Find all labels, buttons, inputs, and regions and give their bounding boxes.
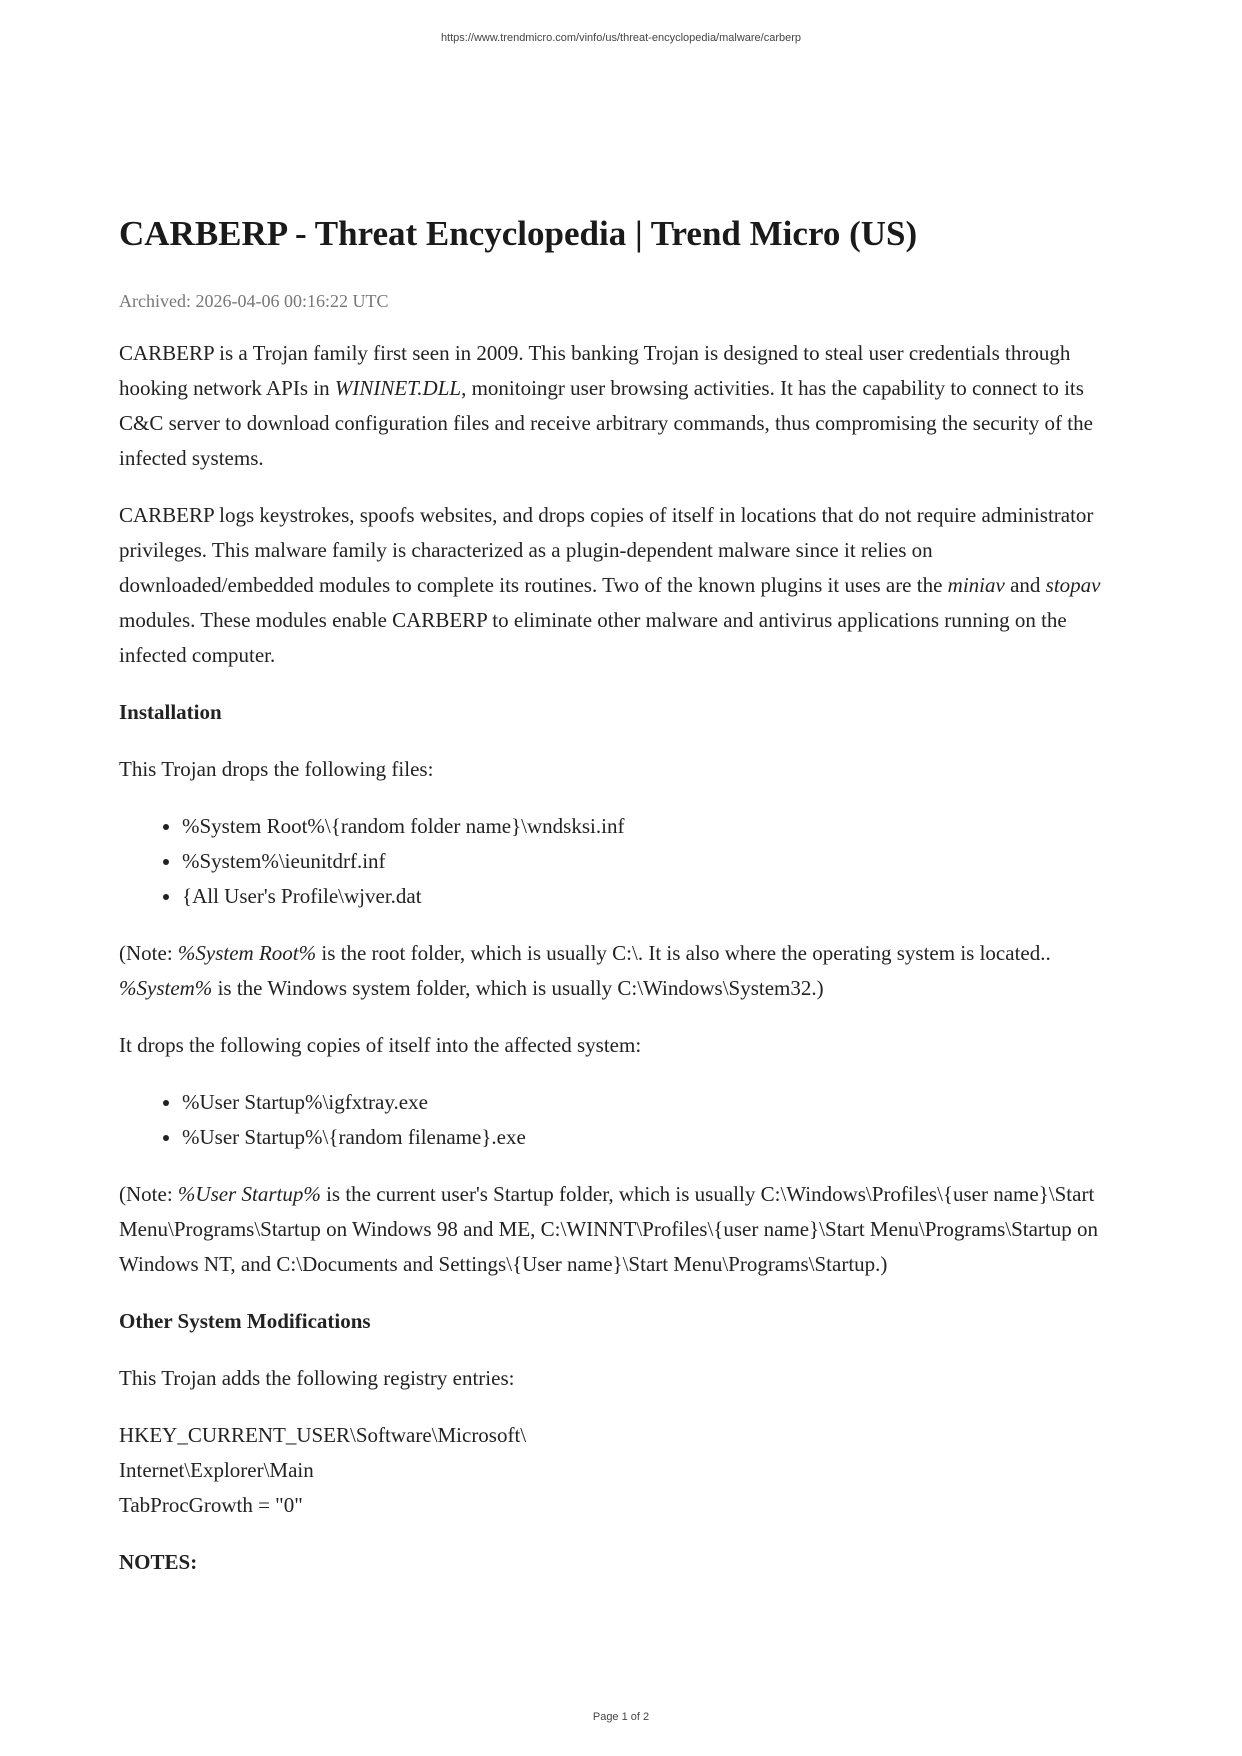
list-item: • %System Root%\{random folder name}\wndsksi.inf (182, 809, 1123, 844)
registry-entry: HKEY_CURRENT_USER\Software\Microsoft\ Internet\Explorer\Main TabProcGrowth = "0" (119, 1423, 527, 1517)
user-startup-note: (Note: %User Startup% is the current user's Startup folder, which is usually C:\Windows\Profiles\{user name}\Start Menu\Programs\Startup on Windows 98 and ME, C:\WINNT\Profiles\{user name}\Start Menu\Programs\Startup on Windows NT, and C:\Documents and Settings\{User name}\Start Menu\Programs\Startup.) (119, 1182, 1098, 1276)
page-title: CARBERP - Threat Encyclopedia | Trend Micro (US) (119, 214, 918, 253)
article (119, 210, 1123, 1580)
system-root-note: (Note: %System Root% is the root folder, which is usually C:\. It is also where the operating system is located.. %System% is the Windows system folder, which is usually C:\Windows\System32.) (119, 941, 1051, 1000)
copies-intro: It drops the following copies of itself into the affected system: (119, 1033, 642, 1057)
source-url: https://www.trendmicro.com/vinfo/us/threat-encyclopedia/malware/carberp (440, 32, 802, 44)
list-item: • %User Startup%\igfxtray.exe (182, 1085, 1123, 1120)
list-item: • %System%\ieunitdrf.inf (182, 844, 1123, 879)
archived-timestamp: Archived: 2026-04-06 00:16:22 UTC (119, 291, 389, 311)
list-item: • %User Startup%\{random filename}.exe (182, 1120, 1123, 1155)
list-item: • {All User's Profile\wjver.dat (182, 879, 1123, 914)
copies-list (119, 1085, 1123, 1155)
installation-heading: Installation (119, 700, 222, 724)
registry-intro: This Trojan adds the following registry entries: (119, 1366, 515, 1390)
modifications-heading: Other System Modifications (119, 1309, 371, 1333)
page-number: Page 1 of 2 (592, 1711, 650, 1723)
intro-paragraph: CARBERP is a Trojan family first seen in 2009. This banking Trojan is designed to steal user credentials through hooking network APIs in WININET.DLL, monitoingr user browsing activities. It has the capability to connect to its C&C server to download configuration files and receive arbitrary commands, thus compromising the security of the infected systems. (119, 341, 1093, 470)
notes-heading: NOTES: (119, 1550, 198, 1574)
plugins-paragraph: CARBERP logs keystrokes, spoofs websites, and drops copies of itself in locations that do not require administrator privileges. This malware family is characterized as a plugin-dependent malware since it relies on downloaded/embedded modules to complete its routines. Two of the known plugins it uses are the miniav and stopav modules. These modules enable CARBERP to eliminate other malware and antivirus applications running on the infected computer. (119, 503, 1101, 667)
dropped-files-list (119, 809, 1123, 914)
dropped-files-intro: This Trojan drops the following files: (119, 757, 434, 781)
